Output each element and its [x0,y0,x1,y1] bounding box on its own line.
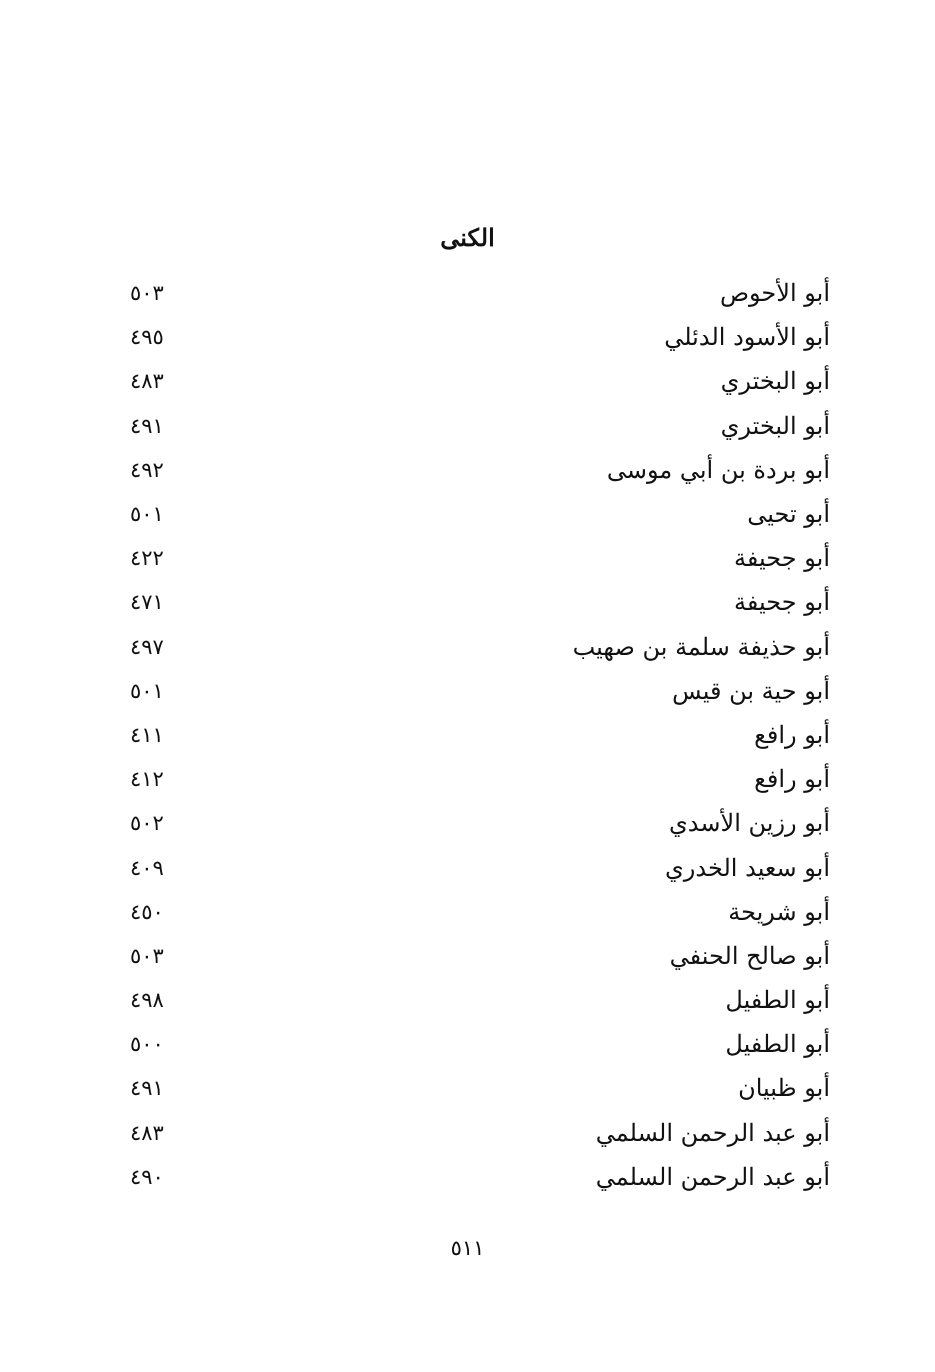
entry-page-number: ٤١٢ [130,767,164,792]
entry-name: أبو شريحة [728,897,830,926]
entry-page-number: ٤٩٧ [130,634,164,659]
entry-page-number: ٥٠٢ [130,811,164,836]
entry-name: أبو الطفيل [725,986,830,1015]
index-entry [130,625,830,669]
index-entry [130,890,830,934]
entry-page-number: ٤١١ [130,722,164,747]
entry-page-number: ٥٠١ [130,502,164,527]
entry-name: أبو جحيفة [734,544,830,573]
section-heading: الكنى [440,223,495,252]
index-entry [130,359,830,403]
entry-page-number: ٤٧١ [130,590,164,615]
entry-page-number: ٤٩١ [130,1076,164,1101]
entry-page-number: ٤٩٨ [130,988,164,1013]
index-entry [130,1155,830,1199]
entry-page-number: ٤٩٥ [130,325,164,350]
entry-page-number: ٥٠١ [130,678,164,703]
entry-name: أبو عبد الرحمن السلمي [595,1162,830,1191]
entry-name: أبو البختري [720,411,830,440]
entry-page-number: ٤٠٩ [130,855,164,880]
page-number: ٥١١ [450,1236,485,1260]
index-entry [130,801,830,845]
entry-name: أبو جحيفة [734,588,830,617]
index-entry [130,757,830,801]
entry-name: أبو البختري [720,367,830,396]
entry-name: أبو الأحوص [720,279,830,308]
entry-name: أبو رافع [754,765,830,794]
entry-name: أبو حية بن قيس [672,676,830,705]
entry-page-number: ٥٠٣ [130,281,164,306]
entry-page-number: ٤٨٣ [130,369,164,394]
index-entry [130,448,830,492]
entry-page-number: ٥٠٣ [130,943,164,968]
entry-page-number: ٤٩١ [130,413,164,438]
entry-name: أبو ظبيان [738,1074,830,1103]
kunya-index-list [130,271,830,1199]
entry-name: أبو سعيد الخدري [665,853,830,882]
index-entry [130,1066,830,1110]
index-entry [130,978,830,1022]
index-entry [130,404,830,448]
entry-page-number: ٤٩٠ [130,1164,164,1189]
entry-page-number: ٤٨٣ [130,1120,164,1145]
entry-page-number: ٤٩٢ [130,457,164,482]
index-entry [130,271,830,315]
entry-name: أبو رافع [754,720,830,749]
entry-name: أبو رزين الأسدي [669,809,830,838]
index-entry [130,315,830,359]
index-entry [130,669,830,713]
index-entry [130,845,830,889]
index-entry [130,713,830,757]
index-entry [130,1111,830,1155]
entry-name: أبو تحيى [747,500,830,529]
index-entry [130,934,830,978]
entry-name: أبو حذيفة سلمة بن صهيب [572,632,830,661]
entry-name: أبو عبد الرحمن السلمي [595,1118,830,1147]
entry-name: أبو بردة بن أبي موسى [606,455,830,484]
index-entry [130,536,830,580]
entry-page-number: ٥٠٠ [130,1032,164,1057]
entry-name: أبو الأسود الدئلي [664,323,830,352]
index-entry [130,1022,830,1066]
entry-name: أبو الطفيل [725,1030,830,1059]
entry-page-number: ٤٢٢ [130,546,164,571]
entry-name: أبو صالح الحنفي [669,941,830,970]
entry-page-number: ٤٥٠ [130,899,164,924]
index-entry [130,492,830,536]
index-entry [130,580,830,624]
